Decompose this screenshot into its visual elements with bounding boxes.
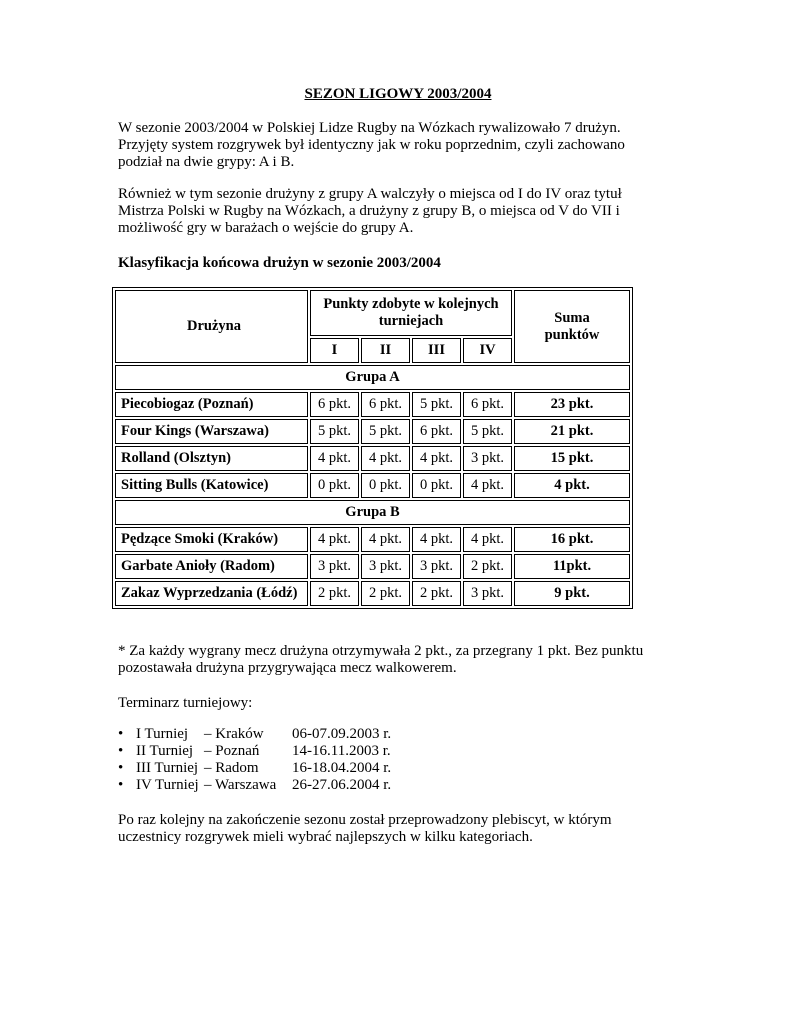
round-points: 4 pkt. — [412, 527, 461, 552]
round-points: 3 pkt. — [463, 581, 512, 606]
table-heading: Klasyfikacja końcowa drużyn w sezonie 2003/2004 — [118, 255, 441, 271]
round-points: 0 pkt. — [310, 473, 359, 498]
team-name: Garbate Anioły (Radom) — [115, 554, 308, 579]
round-points: 2 pkt. — [310, 581, 359, 606]
round-points: 4 pkt. — [361, 446, 410, 471]
group-b-label: Grupa B — [115, 500, 630, 525]
header-round-1: I — [310, 338, 359, 363]
total-points: 9 pkt. — [514, 581, 630, 606]
round-points: 6 pkt. — [412, 419, 461, 444]
total-points: 16 pkt. — [514, 527, 630, 552]
table-row — [115, 392, 630, 417]
team-name: Four Kings (Warszawa) — [115, 419, 308, 444]
closing-paragraph: Po raz kolejny na zakończenie sezonu został przeprowadzony plebiscyt, w którym uczestnicy rozgrywek mieli wybrać najlepszych w kilku kategoriach. — [118, 812, 612, 845]
total-points: 23 pkt. — [514, 392, 630, 417]
intro-paragraph: W sezonie 2003/2004 w Polskiej Lidze Rugby na Wózkach rywalizowało 7 drużyn. Przyjęty system rozgrywek był identyczny jak w roku poprzednim, czyli zachowano podział na dwie grypy: A i B. — [118, 120, 625, 170]
round-points: 4 pkt. — [310, 446, 359, 471]
tournament-city: – Poznań — [204, 743, 260, 759]
bullet-icon: • — [118, 743, 124, 759]
document-title: SEZON LIGOWY 2003/2004 — [304, 86, 492, 102]
header-round-3: III — [412, 338, 461, 363]
round-points: 5 pkt. — [463, 419, 512, 444]
tournament-city: – Radom — [204, 760, 259, 776]
results-table — [112, 287, 633, 609]
tournament-city: – Warszawa — [204, 777, 277, 793]
round-points: 0 pkt. — [412, 473, 461, 498]
table-row — [115, 527, 630, 552]
total-points: 11pkt. — [514, 554, 630, 579]
round-points: 3 pkt. — [361, 554, 410, 579]
schedule-title: Terminarz turniejowy: — [118, 695, 253, 711]
team-name: Pędzące Smoki (Kraków) — [115, 527, 308, 552]
round-points: 6 pkt. — [463, 392, 512, 417]
round-points: 4 pkt. — [361, 527, 410, 552]
bullet-icon: • — [118, 777, 124, 793]
round-points: 6 pkt. — [361, 392, 410, 417]
total-points: 4 pkt. — [514, 473, 630, 498]
header-points: Punkty zdobyte w kolejnych turniejach — [310, 290, 512, 336]
group-a-label: Grupa A — [115, 365, 630, 390]
tournament-name: II Turniej — [136, 743, 194, 759]
round-points: 3 pkt. — [463, 446, 512, 471]
round-points: 4 pkt. — [412, 446, 461, 471]
table-row — [115, 581, 630, 606]
total-points: 21 pkt. — [514, 419, 630, 444]
header-sum: Suma punktów — [514, 290, 630, 363]
table-row — [115, 419, 630, 444]
round-points: 2 pkt. — [412, 581, 461, 606]
tournament-date: 06-07.09.2003 r. — [292, 726, 392, 742]
round-points: 6 pkt. — [310, 392, 359, 417]
round-points: 5 pkt. — [310, 419, 359, 444]
tournament-name: IV Turniej — [136, 777, 199, 793]
round-points: 5 pkt. — [361, 419, 410, 444]
round-points: 4 pkt. — [463, 473, 512, 498]
team-name: Zakaz Wyprzedzania (Łódź) — [115, 581, 308, 606]
round-points: 5 pkt. — [412, 392, 461, 417]
scoring-note: * Za każdy wygrany mecz drużyna otrzymywała 2 pkt., za przegrany 1 pkt. Bez punktu pozostawała drużyna przygrywająca mecz walkowerem. — [118, 643, 644, 676]
round-points: 3 pkt. — [412, 554, 461, 579]
round-points: 2 pkt. — [361, 581, 410, 606]
team-name: Piecobiogaz (Poznań) — [115, 392, 308, 417]
bullet-icon: • — [118, 760, 124, 776]
header-team: Drużyna — [115, 290, 308, 363]
table-row — [115, 473, 630, 498]
header-round-2: II — [361, 338, 410, 363]
tournament-name: I Turniej — [136, 726, 189, 742]
total-points: 15 pkt. — [514, 446, 630, 471]
tournament-date: 14-16.11.2003 r. — [292, 743, 391, 759]
header-round-4: IV — [463, 338, 512, 363]
table-row — [115, 554, 630, 579]
team-name: Sitting Bulls (Katowice) — [115, 473, 308, 498]
table-row — [115, 446, 630, 471]
round-points: 4 pkt. — [310, 527, 359, 552]
bullet-icon: • — [118, 726, 124, 742]
round-points: 3 pkt. — [310, 554, 359, 579]
tournament-name: III Turniej — [136, 760, 199, 776]
groups-paragraph: Również w tym sezonie drużyny z grupy A walczyły o miejsca od I do IV oraz tytuł Mistrza Polski w Rugby na Wózkach, a drużyny z grupy B, o miejsca od V do VII i możliwość gry w barażach o wejście do grupy A. — [118, 186, 622, 236]
round-points: 4 pkt. — [463, 527, 512, 552]
round-points: 0 pkt. — [361, 473, 410, 498]
tournament-date: 26-27.06.2004 r. — [292, 777, 392, 793]
round-points: 2 pkt. — [463, 554, 512, 579]
tournament-city: – Kraków — [204, 726, 264, 742]
tournament-date: 16-18.04.2004 r. — [292, 760, 392, 776]
team-name: Rolland (Olsztyn) — [115, 446, 308, 471]
